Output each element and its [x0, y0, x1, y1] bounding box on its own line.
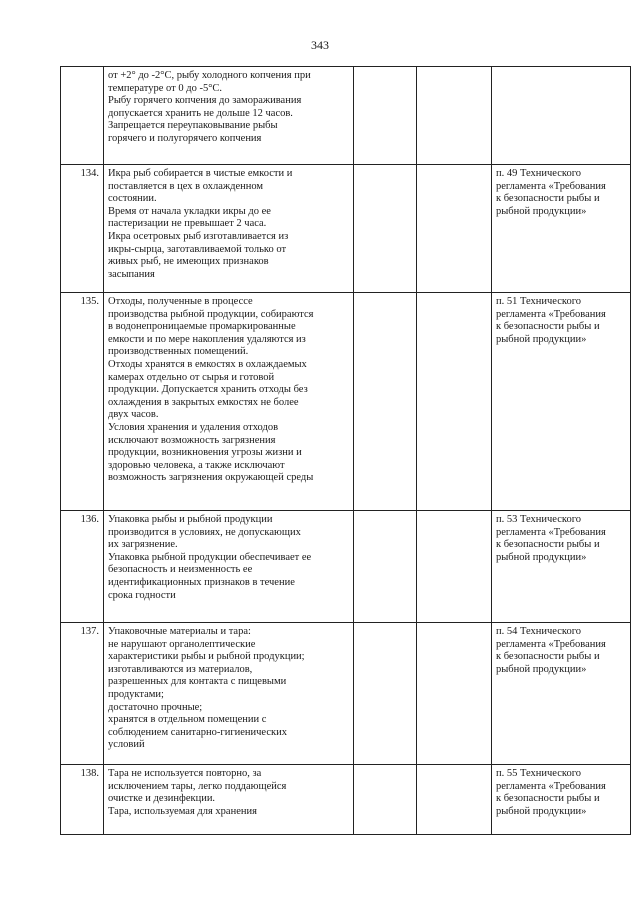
- requirement-line: продукции. Допускается хранить отходы без: [108, 384, 308, 396]
- reference-line: п. 54 Технического: [496, 626, 581, 637]
- reference-line: к безопасности рыбы и: [496, 539, 600, 551]
- requirement-cell: [104, 765, 354, 835]
- reference-line: п. 53 Технического: [496, 514, 581, 525]
- requirement-line: очистке и дезинфекции.: [108, 793, 216, 805]
- requirement-line: хранятся в отдельном помещении с: [108, 714, 267, 726]
- reference-line: рыбной продукции»: [496, 805, 587, 817]
- reference-cell: [492, 165, 631, 293]
- requirement-line: продуктами;: [108, 688, 164, 700]
- requirement-line: Условия хранения и удаления отходов: [108, 421, 279, 433]
- reference-line: к безопасности рыбы и: [496, 193, 600, 205]
- requirement-line: охлаждения в закрытых емкостях не более: [108, 396, 299, 408]
- requirement-line: здоровью человека, а также исключают: [108, 459, 285, 471]
- row-number: 137.: [61, 623, 104, 765]
- empty-cell: [417, 765, 492, 835]
- requirement-line: состоянии.: [108, 193, 157, 205]
- requirement-line: возможность загрязнения окружающей среды: [108, 472, 314, 484]
- requirement-line: Упаковка рыбной продукции обеспечивает ее: [108, 551, 312, 563]
- requirement-line: пастеризации не превышает 2 часа.: [108, 218, 267, 230]
- requirement-cell: [104, 165, 354, 293]
- requirement-line: живых рыб, не имеющих признаков: [108, 256, 269, 268]
- reference-line: регламента «Требования: [496, 638, 606, 650]
- reference-line: рыбной продукции»: [496, 663, 587, 675]
- reference-line: рыбной продукции»: [496, 551, 587, 563]
- empty-cell: [417, 623, 492, 765]
- table-row: [61, 623, 631, 765]
- reference-line: регламента «Требования: [496, 526, 606, 538]
- requirement-line: достаточно прочные;: [108, 701, 203, 713]
- requirement-line: соблюдением санитарно-гигиенических: [108, 726, 287, 738]
- empty-cell: [354, 511, 417, 623]
- empty-cell: [354, 67, 417, 165]
- reference-line: рыбной продукции»: [496, 333, 587, 345]
- requirement-line: Время от начала укладки икры до ее: [108, 205, 271, 217]
- requirement-line: Икра осетровых рыб изготавливается из: [108, 230, 289, 242]
- requirement-line: емкости и по мере накопления удаляются из: [108, 333, 306, 345]
- requirement-line: камерах отдельно от сырья и готовой: [108, 371, 275, 383]
- requirement-line: икры-сырца, заготавливаемой только от: [108, 243, 287, 255]
- empty-cell: [417, 511, 492, 623]
- requirement-line: Запрещается переупаковывание рыбы: [108, 120, 278, 132]
- requirement-line: характеристики рыбы и рыбной продукции;: [108, 651, 305, 663]
- requirement-line: горячего и полугорячего копчения: [108, 132, 262, 144]
- reference-cell: [492, 293, 631, 511]
- reference-line: к безопасности рыбы и: [496, 793, 600, 805]
- row-number: [61, 67, 104, 165]
- requirement-line: поставляется в цех в охлажденном: [108, 180, 264, 192]
- requirement-line: двух часов.: [108, 409, 159, 421]
- empty-cell: [354, 293, 417, 511]
- requirements-table: [60, 66, 631, 835]
- requirement-line: Упаковка рыбы и рыбной продукции: [108, 514, 273, 525]
- table-row: [61, 765, 631, 835]
- requirement-line: производственных помещений.: [108, 346, 249, 358]
- reference-cell: [492, 765, 631, 835]
- reference-line: к безопасности рыбы и: [496, 651, 600, 663]
- requirement-line: Отходы, полученные в процессе: [108, 296, 253, 307]
- table-row: [61, 293, 631, 511]
- reference-line: п. 55 Технического: [496, 768, 581, 779]
- table-row: [61, 67, 631, 165]
- requirement-line: производится в условиях, не допускающих: [108, 526, 301, 538]
- requirement-line: Отходы хранятся в емкостях в охлаждаемых: [108, 358, 307, 370]
- row-number: 138.: [61, 765, 104, 835]
- empty-cell: [417, 165, 492, 293]
- requirement-line: Тара, используемая для хранения: [108, 805, 257, 817]
- requirement-line: безопасность и неизменность ее: [108, 564, 253, 576]
- requirement-line: исключением тары, легко поддающейся: [108, 780, 287, 792]
- requirement-line: не нарушают органолептические: [108, 638, 256, 650]
- requirement-line: изготавливаются из материалов,: [108, 663, 253, 675]
- empty-cell: [417, 67, 492, 165]
- reference-line: регламента «Требования: [496, 780, 606, 792]
- requirement-line: Рыбу горячего копчения до замораживания: [108, 95, 302, 107]
- reference-line: п. 51 Технического: [496, 296, 581, 307]
- empty-cell: [417, 293, 492, 511]
- requirement-line: условий: [108, 739, 145, 751]
- page-number: 343: [311, 38, 329, 52]
- requirement-line: в водонепроницаемые промаркированные: [108, 321, 296, 333]
- requirement-line: разрешенных для контакта с пищевыми: [108, 676, 287, 688]
- requirement-line: от +2° до -2°С, рыбу холодного копчения при: [108, 70, 311, 81]
- requirement-line: их загрязнение.: [108, 539, 178, 551]
- requirement-line: допускается хранить не дольше 12 часов.: [108, 107, 293, 119]
- requirement-cell: [104, 67, 354, 165]
- reference-line: п. 49 Технического: [496, 168, 581, 179]
- requirement-line: Икра рыб собирается в чистые емкости и: [108, 168, 293, 179]
- requirement-line: продукции, возникновения угрозы жизни и: [108, 447, 302, 459]
- requirement-cell: [104, 293, 354, 511]
- requirement-line: исключают возможность загрязнения: [108, 434, 276, 446]
- row-number: 136.: [61, 511, 104, 623]
- requirement-cell: [104, 623, 354, 765]
- reference-line: регламента «Требования: [496, 308, 606, 320]
- reference-line: рыбной продукции»: [496, 205, 587, 217]
- reference-cell: [492, 623, 631, 765]
- requirement-line: срока годности: [108, 589, 176, 601]
- empty-cell: [354, 765, 417, 835]
- row-number: 134.: [61, 165, 104, 293]
- requirement-line: температуре от 0 до -5°С.: [108, 82, 223, 94]
- requirement-line: Упаковочные материалы и тара:: [108, 626, 251, 637]
- table-row: [61, 165, 631, 293]
- requirement-line: засыпания: [108, 268, 155, 280]
- requirement-line: Тара не используется повторно, за: [108, 768, 262, 779]
- requirement-line: производства рыбной продукции, собираются: [108, 308, 314, 320]
- requirement-line: идентификационных признаков в течение: [108, 576, 295, 588]
- requirement-cell: [104, 511, 354, 623]
- empty-cell: [354, 623, 417, 765]
- empty-cell: [354, 165, 417, 293]
- row-number: 135.: [61, 293, 104, 511]
- table-row: [61, 511, 631, 623]
- reference-cell: [492, 67, 631, 165]
- reference-line: регламента «Требования: [496, 180, 606, 192]
- reference-cell: [492, 511, 631, 623]
- reference-line: к безопасности рыбы и: [496, 321, 600, 333]
